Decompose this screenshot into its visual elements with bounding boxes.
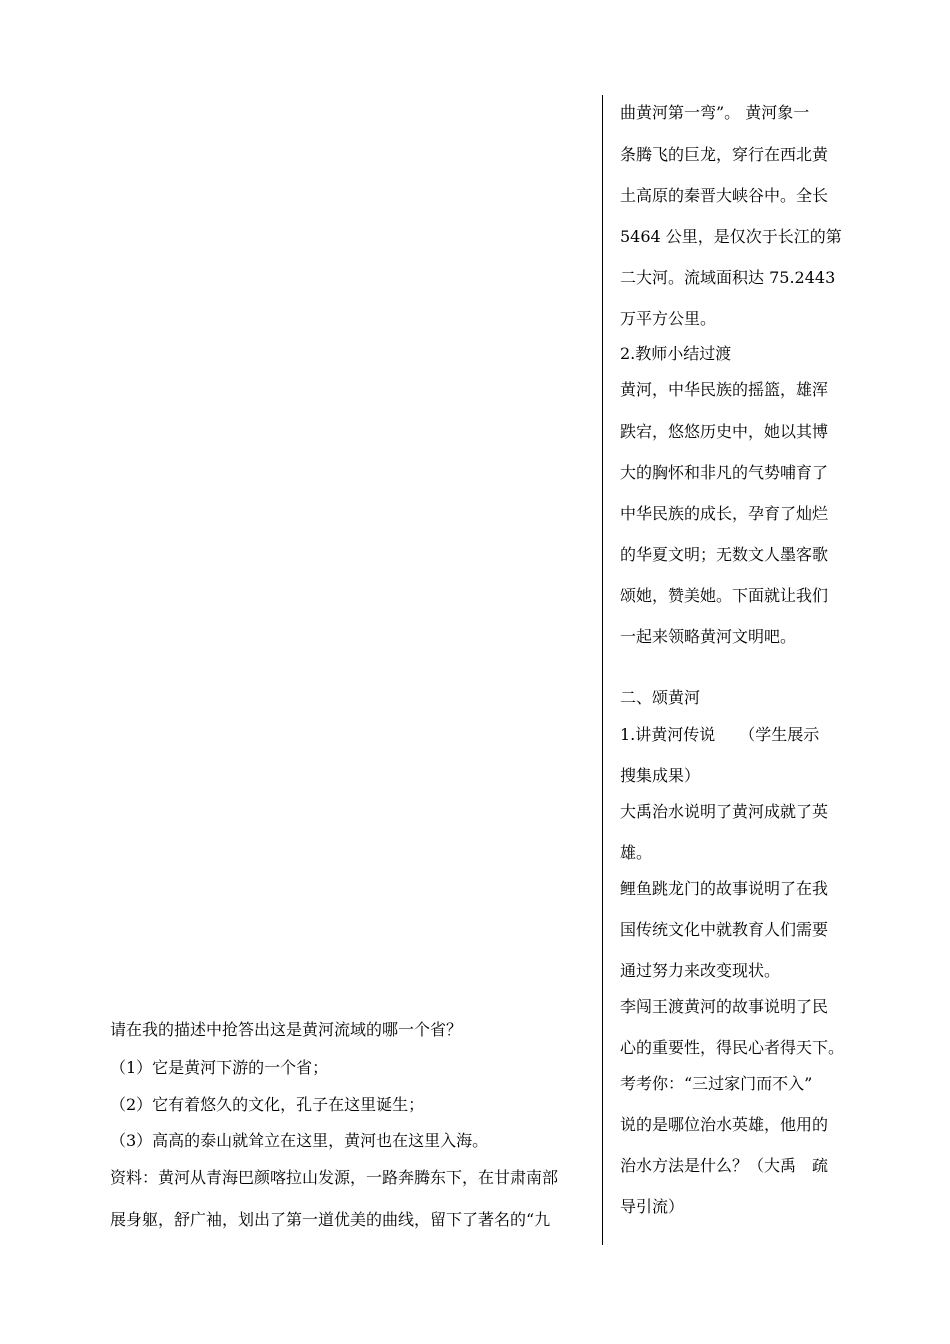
- right-line: 导引流）: [620, 1197, 685, 1216]
- column-divider: [602, 95, 603, 1245]
- right-line: 条腾飞的巨龙，穿行在西北黄: [620, 145, 829, 164]
- right-line: 万平方公里。: [620, 309, 717, 328]
- right-line: 5464 公里，是仅次于长江的第: [620, 227, 842, 246]
- right-line: 黄河，中华民族的摇篮，雄浑: [620, 380, 829, 399]
- right-line: 颂她，赞美她。下面就让我们: [620, 586, 829, 605]
- right-line: 曲黄河第一弯”。 黄河象一: [620, 103, 810, 122]
- right-line: 心的重要性，得民心者得天下。: [620, 1038, 845, 1057]
- question-text: 请在我的描述中抢答出这是黄河流域的哪一个省？: [110, 1020, 463, 1039]
- right-line: 雄。: [620, 843, 653, 862]
- right-line: 说的是哪位治水英雄，他用的: [620, 1115, 829, 1134]
- right-line: 鲤鱼跳龙门的故事说明了在我: [620, 879, 829, 898]
- right-line: 大的胸怀和非凡的气势哺育了: [620, 463, 829, 482]
- material-line-1: 资料：黄河从青海巴颜喀拉山发源，一路奔腾东下，在甘肃南部: [110, 1168, 559, 1187]
- right-line: 大禹治水说明了黄河成就了英: [620, 802, 829, 821]
- right-line: 的华夏文明；无数文人墨客歌: [620, 545, 829, 564]
- hint-3: （3）高高的泰山就耸立在这里，黄河也在这里入海。: [110, 1131, 489, 1150]
- right-line: 李闯王渡黄河的故事说明了民: [620, 997, 829, 1016]
- right-line: 考考你：“三过家门而不入”: [620, 1074, 813, 1093]
- right-line: 中华民族的成长，孕育了灿烂: [620, 504, 829, 523]
- right-line: 治水方法是什么？（大禹 疏: [620, 1156, 829, 1175]
- right-line: 二大河。流域面积达 75.2443: [620, 268, 836, 287]
- material-line-2: 展身躯，舒广袖，划出了第一道优美的曲线，留下了著名的“九: [110, 1210, 551, 1229]
- right-line: 搜集成果）: [620, 766, 701, 785]
- right-line: 通过努力来改变现状。: [620, 961, 781, 980]
- right-line: 国传统文化中就教育人们需要: [620, 920, 829, 939]
- right-line: 跌宕，悠悠历史中，她以其博: [620, 422, 829, 441]
- right-line: 一起来领略黄河文明吧。: [620, 627, 797, 646]
- hint-2: （2）它有着悠久的文化，孔子在这里诞生；: [110, 1095, 425, 1114]
- right-line: 土高原的秦晋大峡谷中。全长: [620, 186, 829, 205]
- section-heading: 2.教师小结过渡: [620, 344, 732, 363]
- section-heading: 1.讲黄河传说 （学生展示: [620, 725, 820, 744]
- section-heading: 二、颂黄河: [620, 688, 701, 707]
- hint-1: （1）它是黄河下游的一个省；: [110, 1058, 329, 1077]
